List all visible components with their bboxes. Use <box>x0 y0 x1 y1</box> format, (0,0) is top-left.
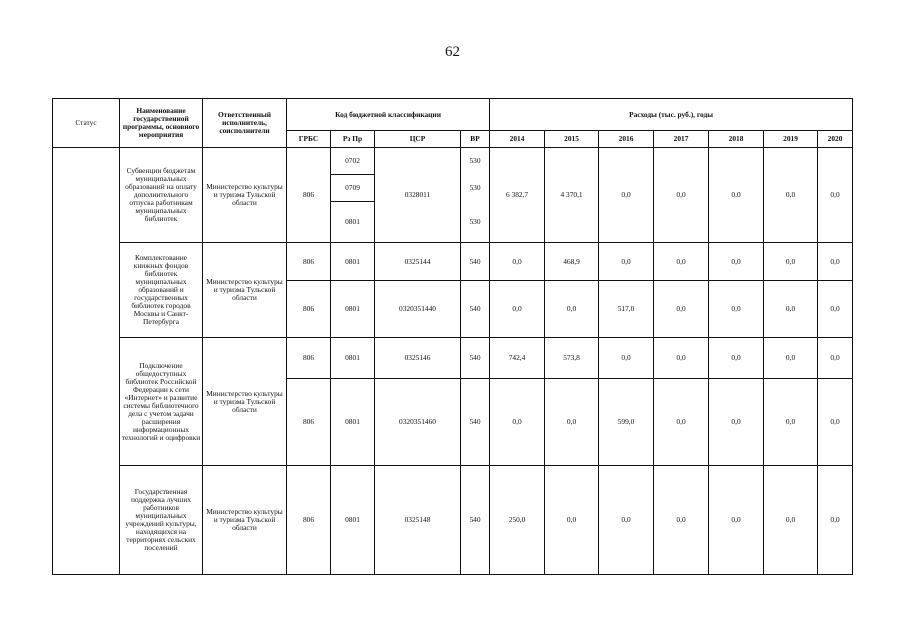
value-2017: 0,0 <box>654 243 709 281</box>
value-2016: 0,0 <box>599 466 654 575</box>
value-2018: 0,0 <box>709 338 764 379</box>
vr-cell: 540 <box>461 338 490 379</box>
table-row <box>53 466 853 575</box>
executor-cell: Министерство культуры и туризма Тульской области <box>203 466 287 575</box>
header-year-2014: 2014 <box>490 131 545 148</box>
rzpr-cell: 0801 <box>331 202 375 243</box>
value-2020: 0,0 <box>818 379 853 466</box>
value-2017: 0,0 <box>654 281 709 338</box>
value-2018: 0,0 <box>709 281 764 338</box>
executor-cell: Министерство культуры и туризма Тульской области <box>203 243 287 338</box>
value-2019: 0,0 <box>764 281 818 338</box>
executor-cell: Министерство культуры и туризма Тульской области <box>203 338 287 466</box>
value-2014: 250,0 <box>490 466 545 575</box>
program-name-cell: Подключение общедоступных библиотек Российской Федерации к сети «Интернет» и развитие системы библиотечного дела с учетом задачи расширения информационных технологий и оцифровки <box>120 338 203 466</box>
header-year-2020: 2020 <box>818 131 853 148</box>
value-2017: 0,0 <box>654 148 709 243</box>
program-name-cell: Комплектование книжных фондов библиотек муниципальных образований и государственных библиотек городов Москвы и Санкт-Петербурга <box>120 243 203 338</box>
value-2016: 599,0 <box>599 379 654 466</box>
value-2019: 0,0 <box>764 379 818 466</box>
value-2018: 0,0 <box>709 379 764 466</box>
header-grbs: ГРБС <box>287 131 331 148</box>
header-year-2016: 2016 <box>599 131 654 148</box>
value-2020: 0,0 <box>818 148 853 243</box>
vr-cell: 540 <box>461 379 490 466</box>
vr-cell: 540 <box>461 281 490 338</box>
table-row <box>53 148 853 175</box>
rzpr-cell: 0801 <box>331 466 375 575</box>
value-2020: 0,0 <box>818 466 853 575</box>
rzpr-cell: 0801 <box>331 243 375 281</box>
table-row <box>53 243 853 281</box>
csr-cell: 0325146 <box>375 338 461 379</box>
rzpr-cell: 0801 <box>331 281 375 338</box>
executor-cell: Министерство культуры и туризма Тульской области <box>203 148 287 243</box>
budget-table <box>52 98 853 575</box>
value-2017: 0,0 <box>654 338 709 379</box>
value-2014: 0,0 <box>490 281 545 338</box>
value-2017: 0,0 <box>654 466 709 575</box>
header-year-2015: 2015 <box>545 131 599 148</box>
rzpr-cell: 0801 <box>331 379 375 466</box>
value-2020: 0,0 <box>818 281 853 338</box>
header-year-2019: 2019 <box>764 131 818 148</box>
vr-cell: 540 <box>461 243 490 281</box>
value-2020: 0,0 <box>818 338 853 379</box>
grbs-cell: 806 <box>287 281 331 338</box>
header-executor: Ответственный исполнитель, соисполнители <box>203 99 287 148</box>
value-2020: 0,0 <box>818 243 853 281</box>
header-program-name: Наименование государственной программы, основного мероприятия <box>120 99 203 148</box>
header-year-2018: 2018 <box>709 131 764 148</box>
value-2015: 0,0 <box>545 466 599 575</box>
grbs-cell: 806 <box>287 243 331 281</box>
status-cell <box>53 148 120 575</box>
rzpr-cell: 0702 <box>331 148 375 175</box>
header-budget-code: Код бюджетной классификации <box>287 99 490 131</box>
vr-cell: 530 <box>461 175 490 202</box>
header-csr: ЦСР <box>375 131 461 148</box>
vr-cell: 530 <box>461 202 490 243</box>
csr-cell: 0320351440 <box>375 281 461 338</box>
value-2014: 0,0 <box>490 379 545 466</box>
header-rzpr: Рз Пр <box>331 131 375 148</box>
value-2015: 0,0 <box>545 379 599 466</box>
header-vr: ВР <box>461 131 490 148</box>
header-year-2017: 2017 <box>654 131 709 148</box>
value-2019: 0,0 <box>764 243 818 281</box>
rzpr-cell: 0709 <box>331 175 375 202</box>
vr-cell: 540 <box>461 466 490 575</box>
value-2016: 0,0 <box>599 243 654 281</box>
value-2018: 0,0 <box>709 243 764 281</box>
value-2019: 0,0 <box>764 466 818 575</box>
program-name-cell: Субвенции бюджетам муниципальных образований на оплату дополнительного отпуска работникам муниципальных библиотек <box>120 148 203 243</box>
csr-cell: 0325144 <box>375 243 461 281</box>
grbs-cell: 806 <box>287 338 331 379</box>
value-2014: 742,4 <box>490 338 545 379</box>
grbs-cell: 806 <box>287 148 331 243</box>
value-2014: 6 382,7 <box>490 148 545 243</box>
value-2016: 0,0 <box>599 338 654 379</box>
vr-cell: 530 <box>461 148 490 175</box>
rzpr-cell: 0801 <box>331 338 375 379</box>
value-2015: 573,8 <box>545 338 599 379</box>
csr-cell: 0320351460 <box>375 379 461 466</box>
csr-cell: 0328011 <box>375 148 461 243</box>
header-status: Статус <box>53 99 120 148</box>
csr-cell: 0325148 <box>375 466 461 575</box>
value-2014: 0,0 <box>490 243 545 281</box>
grbs-cell: 806 <box>287 466 331 575</box>
value-2015: 4 370,1 <box>545 148 599 243</box>
page-number: 62 <box>445 44 460 60</box>
value-2019: 0,0 <box>764 338 818 379</box>
table-row <box>53 338 853 379</box>
value-2019: 0,0 <box>764 148 818 243</box>
header-expenses: Расходы (тыс. руб.), годы <box>490 99 853 131</box>
value-2015: 468,9 <box>545 243 599 281</box>
value-2018: 0,0 <box>709 148 764 243</box>
grbs-cell: 806 <box>287 379 331 466</box>
value-2016: 0,0 <box>599 148 654 243</box>
value-2017: 0,0 <box>654 379 709 466</box>
program-name-cell: Государственная поддержка лучших работников муниципальных учреждений культуры, находящихся на территориях сельских поселений <box>120 466 203 575</box>
value-2015: 0,0 <box>545 281 599 338</box>
value-2016: 517,0 <box>599 281 654 338</box>
value-2018: 0,0 <box>709 466 764 575</box>
